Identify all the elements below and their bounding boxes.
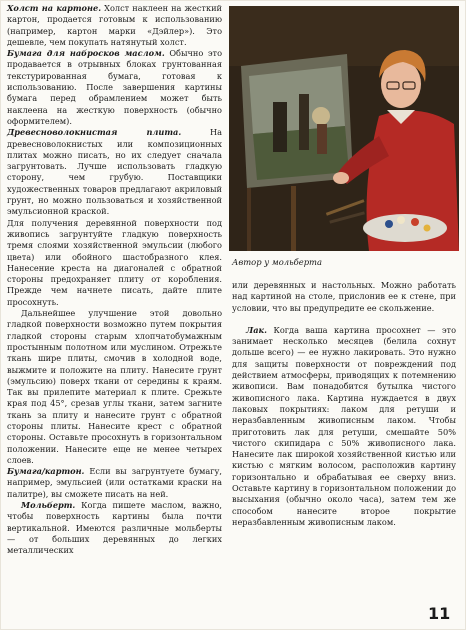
heading-varnish: Лак.	[246, 324, 267, 335]
page-number: 11	[428, 604, 451, 623]
paragraph-fabric	[7, 308, 222, 466]
paragraph-varnish	[232, 325, 456, 528]
heading-fiberboard: Древесноволокнистая плита.	[7, 127, 182, 138]
left-column	[7, 3, 222, 557]
text-easel: Когда пишете маслом, важно, чтобы поверхность картины была почти вертикальной. Имеются различные мольберты — от больших деревянных до легких металлических	[7, 500, 222, 556]
heading-sketch-paper: Бумага для набросков маслом.	[7, 48, 165, 59]
artist-photo	[229, 6, 459, 251]
text-easel-continued: или деревянных и настольных. Можно работать над картиной на столе, прислонив ее к стене, при условии, что вы предупредите ее скольжение.	[232, 280, 456, 313]
heading-easel: Мольберт.	[21, 500, 76, 511]
paragraph-easel	[7, 500, 222, 556]
text-fabric: Дальнейшее улучшение этой довольно гладкой поверхности возможно путем покрытия гладкой стороны старым хлопчатобумажным простынным полотном или муслином. Отрежьте ткань шире плиты, смочив в холодной воде, выжмите и положите на плиту. Нанесите грунт (эмульсию) поверх ткани от середины к краям. Так вы прилепите материал к плите. Срежьте края под 45°, срезав углы ткани, затем загните ткань за плиту и нанесите грунт с обратной стороны плиты. Нанесите крест с обратной стороны. Оставьте просохнуть в горизонтальном положении. Нанесите еще не менее четырех слоев.	[7, 308, 222, 465]
right-column	[232, 280, 456, 528]
text-canvas-on-board: Холст наклеен на жесткий картон, продается готовым к использованию (например, картон марки «Дэйлер»). Это дешевле, чем покупать натянутый холст.	[7, 3, 222, 47]
text-sketch-paper: Обычно это продавается в отрывных блоках грунтованная текстурированная бумага, готовая к использованию. После завершения картины бумага перед обрамлением может быть наклеена на жесткую поверхность (обычно оформителем).	[7, 48, 222, 126]
heading-canvas-on-board: Холст на картоне.	[7, 3, 102, 13]
paragraph-priming	[7, 218, 222, 308]
photo-caption: Автор у мольберта	[232, 257, 322, 267]
text-fiberboard: На древесноволокнистых или композиционных плитах можно писать, но их следует сначала загрунтовать. Лучше использовать гладкую сторону, чем грубую. Поставщики художественных товаров предлагают акриловый грунт, но можно пользоваться и хозяйственной эмульсионной краской.	[7, 127, 222, 217]
text-priming: Для получения деревянной поверхности под живопись загрунтуйте гладкую поверхность тремя слоями хозяйственной эмульсии (любого цвета) или обойного шастобразного клея. Нанесение креста на диагоналей с обратной стороны предохраняет плиту от коробления. Прежде чем начнете писать, дайте плите просохнуть.	[7, 217, 222, 307]
paragraph-sketch-paper	[7, 48, 222, 127]
text-varnish: Когда ваша картина просохнет — это занимает несколько месяцев (белила сохнут дольше всего) — ее нужно лакировать. Это нужно для защиты поверхности от повреждений под действием атмосферы, приводящих к потемнению живописи. Вам понадобится бутылка чистого живописного лака. Картина нуждается в двух лаковых покрытиях: лаком для ретуши и неразбавленным живописным лаком. Чтобы приготовить лак для ретуши, смешайте 50% чистого скипидара с 50% живописного лака. Нанесите лак широкой хозяйственной кистью или кистью с мягким волосом, расположив картину горизонтально и обрабатывая ее сверху вниз. Оставьте картину в горизонтальном положении до высыхания (обычно около часа), затем тем же способом нанесите второе покрытие неразбавленным живописным лаком.	[232, 324, 456, 527]
paragraph-fiberboard	[7, 127, 222, 217]
heading-paper-board: Бумага/картон.	[7, 466, 85, 477]
text-paper-board: Если вы загрунтуете бумагу, например, эмульсией (или остатками краски на палитре), вы сможете писать на ней.	[7, 466, 222, 499]
paragraph-canvas-on-board	[7, 3, 222, 48]
paragraph-easel-continued	[232, 280, 456, 314]
paragraph-paper-board	[7, 466, 222, 500]
